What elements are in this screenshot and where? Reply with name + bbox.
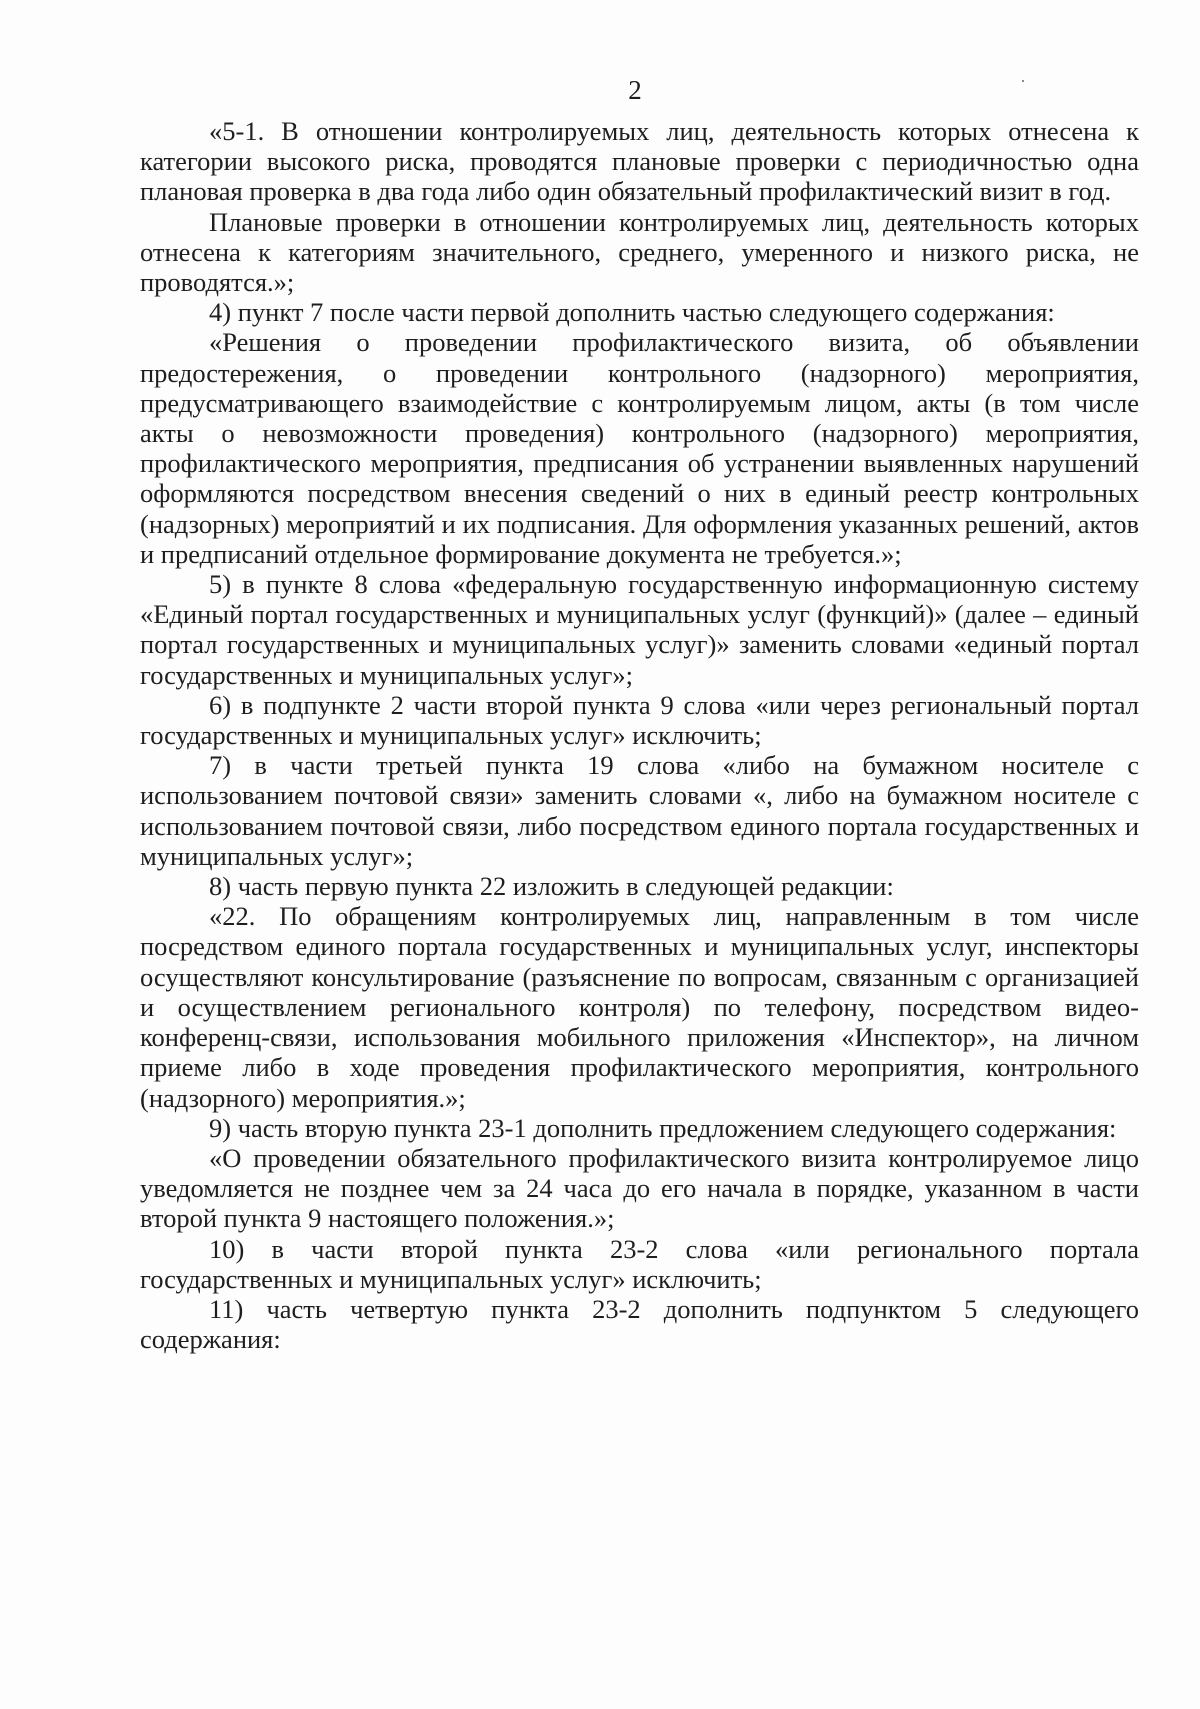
- paragraph-5-1: «5-1. В отношении контролируемых лиц, деятельность которых отнесена к категории высокого риска, проводятся плановые проверки с периодичностью одна плановая проверка в два года либо один обязательный профилактический визит в год.: [140, 116, 1139, 207]
- paragraph-22: «22. По обращениям контролируемых лиц, направленным в том числе посредством единого портала государственных и муниципальных услуг, инспекторы осуществляют консультирование (разъяснение по вопросам, связанным с организацией и осуществлением регионального контроля) по телефону, посредством видео-конференц-связи, использования мобильного приложения «Инспектор», на личном приеме либо в ходе проведения профилактического мероприятия, контрольного (надзорного) мероприятия.»;: [140, 901, 1139, 1113]
- paragraph-item-11: 11) часть четвертую пункта 23-2 дополнить подпунктом 5 следующего содержания:: [140, 1293, 1139, 1355]
- paragraph-item-9: 9) часть вторую пункта 23-1 дополнить предложением следующего содержания:: [209, 1112, 1117, 1143]
- paragraph-item-6: 6) в подпункте 2 части второй пункта 9 слова «или через региональный портал государственных и муниципальных услуг» исключить;: [140, 689, 1139, 751]
- document-body: [140, 116, 1139, 1354]
- paragraph-item-5: 5) в пункте 8 слова «федеральную государственную информационную систему «Единый портал государственных и муниципальных услуг (функций)» (далее – единый портал государственных и муниципальных услуг)» заменить словами «единый портал государственных и муниципальных услуг»;: [140, 569, 1139, 690]
- paragraph-mandatory-visit: «О проведении обязательного профилактического визита контролируемое лицо уведомляется не позднее чем за 24 часа до его начала в порядке, указанном в части второй пункта 9 настоящего положения.»;: [140, 1142, 1139, 1234]
- paragraph-decisions: «Решения о проведении профилактического визита, об объявлении предостережения, о проведении контрольного (надзорного) мероприятия, предусматривающего взаимодействие с контролируемым лицом, акты (в том числе акты о невозможности проведения) контрольного (надзорного) мероприятия, профилактического мероприятия, предписания об устранении выявленных нарушений оформляются посредством внесения сведений о них в единый реестр контрольных (надзорных) мероприятий и их подписания. Для оформления указанных решений, актов и предписаний отдельное формирование документа не требуется.»;: [140, 327, 1139, 569]
- paragraph-item-7: 7) в части третьей пункта 19 слова «либо на бумажном носителе с использованием почтовой связи» заменить словами «, либо на бумажном носителе с использованием почтовой связи, либо посредством единого портала государственных и муниципальных услуг»;: [140, 750, 1139, 871]
- paragraph-item-8: 8) часть первую пункта 22 изложить в следующей редакции:: [209, 871, 894, 902]
- page-number: 2: [628, 75, 642, 105]
- paragraph-item-4: 4) пункт 7 после части первой дополнить частью следующего содержания:: [209, 297, 1055, 328]
- paragraph-planned-inspections: Плановые проверки в отношении контролируемых лиц, деятельность которых отнесена к категориям значительного, среднего, умеренного и низкого риска, не проводятся.»;: [140, 206, 1139, 298]
- paragraph-item-10: 10) в части второй пункта 23-2 слова «или регионального портала государственных и муниципальных услуг» исключить;: [140, 1233, 1139, 1294]
